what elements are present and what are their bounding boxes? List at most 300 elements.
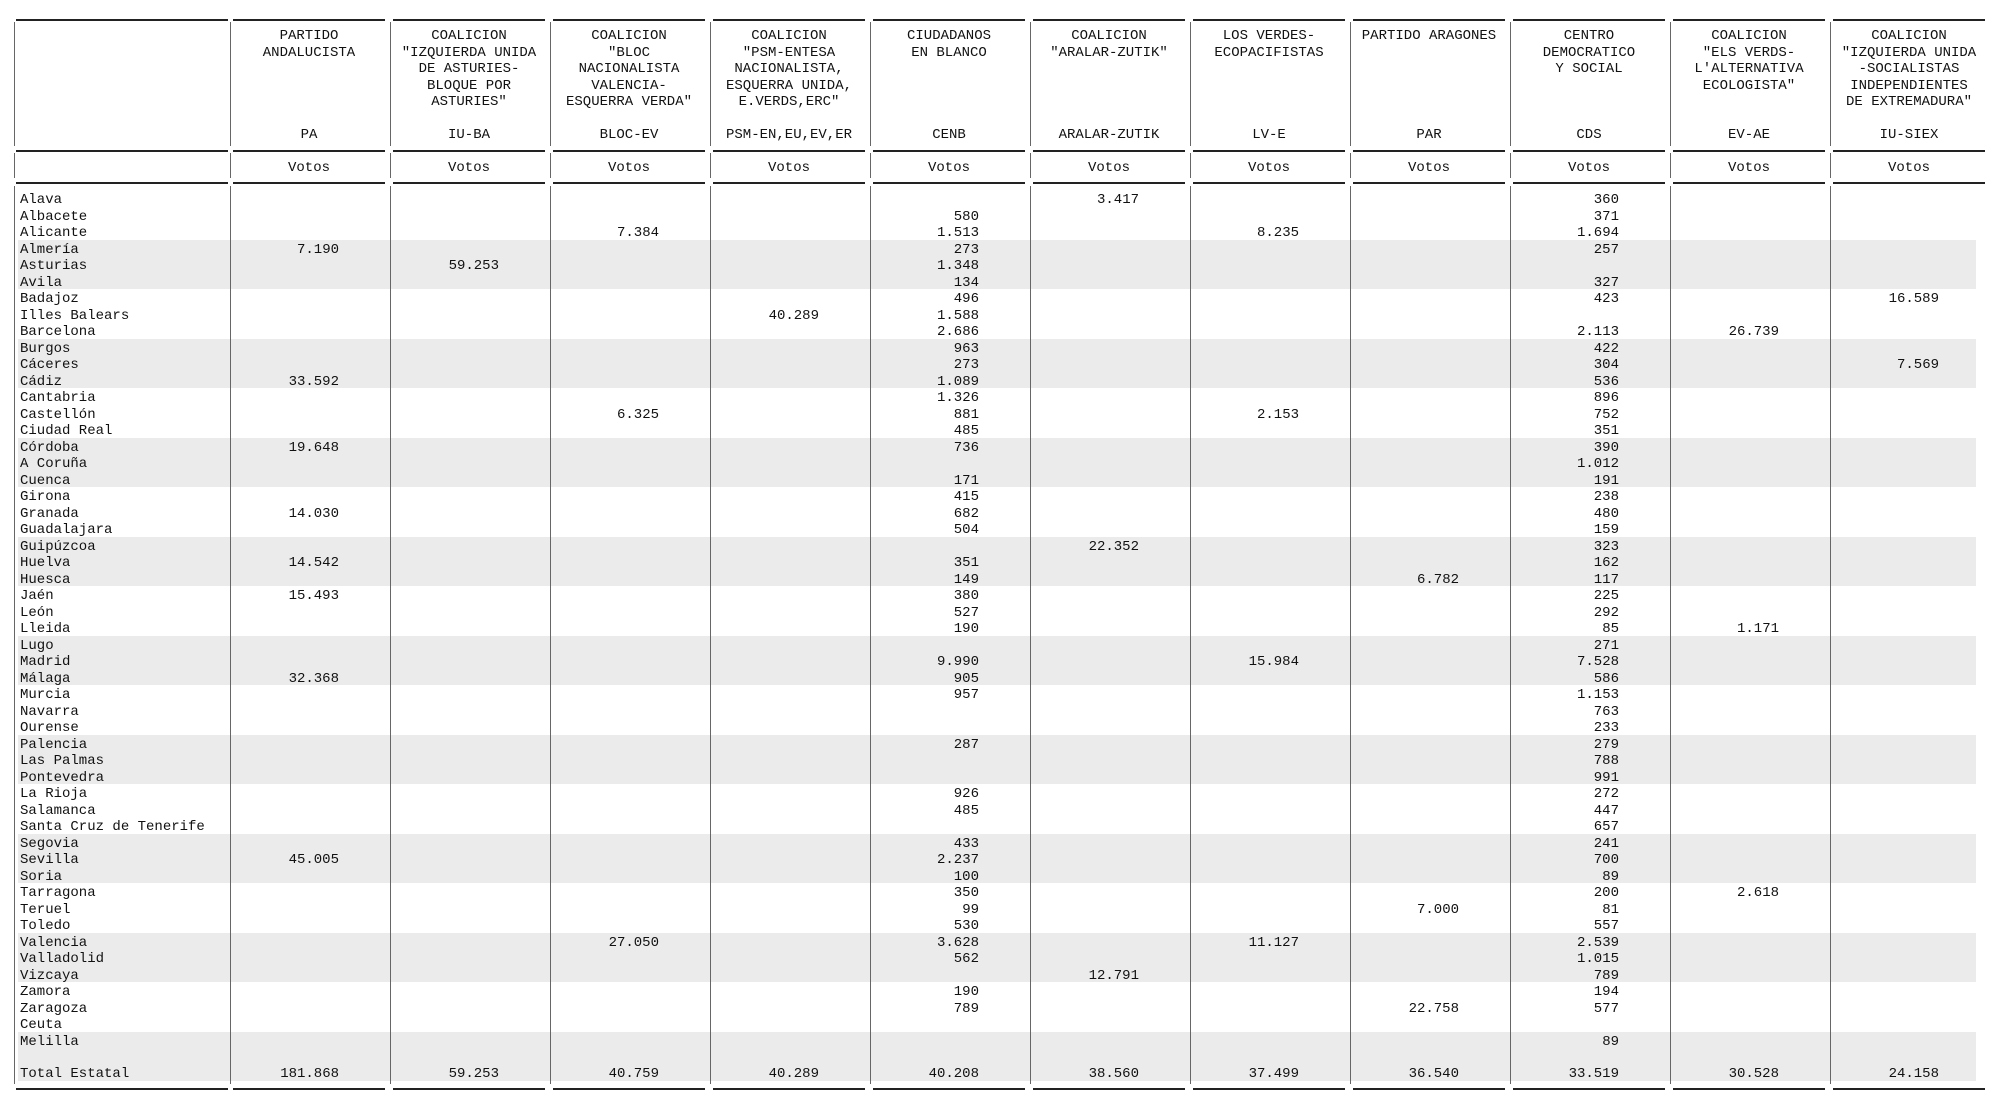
province-label: Cáceres xyxy=(20,357,79,373)
province-label: Córdoba xyxy=(20,439,79,456)
province-label: Valencia xyxy=(20,934,88,951)
total-cell: 40.289 xyxy=(768,1066,819,1082)
province-label: Asturias xyxy=(20,258,88,274)
vote-cell: 1.171 xyxy=(1736,621,1779,637)
vote-cell: 1.348 xyxy=(936,258,979,274)
column-divider xyxy=(1510,186,1511,1084)
province-label: Sevilla xyxy=(20,852,79,868)
vote-cell: 159 xyxy=(1593,522,1619,538)
column-divider xyxy=(390,153,391,178)
vote-cell: 238 xyxy=(1593,489,1619,505)
rule xyxy=(16,182,228,184)
province-label: Segovia xyxy=(20,835,79,852)
column-divider xyxy=(1190,153,1191,178)
column-divider xyxy=(710,22,711,146)
column-unit: Votos xyxy=(1887,160,1930,176)
province-label: A Coruña xyxy=(20,456,88,472)
vote-cell: 22.758 xyxy=(1408,1000,1459,1017)
column-divider xyxy=(1830,22,1831,146)
column-abbreviation: EV-AE xyxy=(1727,127,1770,143)
total-cell: 59.253 xyxy=(448,1066,499,1082)
column-divider xyxy=(1350,153,1351,178)
rule xyxy=(1353,150,1505,152)
column-unit: Votos xyxy=(767,160,810,176)
province-label: Guipúzcoa xyxy=(20,538,96,555)
column-header-name: CIUDADANOS EN BLANCO xyxy=(906,28,991,61)
province-label: Granada xyxy=(20,505,79,522)
province-label: Castellón xyxy=(20,406,96,423)
column-divider xyxy=(1030,186,1031,1084)
column-divider xyxy=(1670,153,1671,178)
vote-cell: 7.000 xyxy=(1416,901,1459,918)
vote-cell: 447 xyxy=(1593,802,1619,819)
vote-cell: 485 xyxy=(953,423,979,439)
column-divider xyxy=(230,22,231,146)
rule xyxy=(393,19,545,21)
vote-cell: 3.417 xyxy=(1096,192,1139,208)
province-label: Palencia xyxy=(20,736,88,753)
province-label: Melilla xyxy=(20,1033,79,1050)
rule xyxy=(713,150,865,152)
rule xyxy=(1193,150,1345,152)
vote-cell: 190 xyxy=(953,984,979,1000)
vote-cell: 14.542 xyxy=(288,555,339,571)
rule xyxy=(553,1088,705,1090)
column-abbreviation: CENB xyxy=(932,127,966,143)
vote-cell: 6.782 xyxy=(1416,571,1459,588)
vote-cell: 89 xyxy=(1602,1033,1619,1050)
vote-cell: 33.592 xyxy=(288,373,339,390)
province-label: Soria xyxy=(20,868,63,885)
vote-cell: 15.493 xyxy=(288,588,339,604)
vote-cell: 15.984 xyxy=(1248,654,1299,670)
vote-cell: 2.237 xyxy=(936,852,979,868)
column-unit: Votos xyxy=(607,160,650,176)
province-label: Illes Balears xyxy=(20,307,130,324)
rule xyxy=(553,19,705,21)
total-cell: 40.759 xyxy=(608,1066,659,1082)
column-divider xyxy=(1190,186,1191,1084)
province-label: Las Palmas xyxy=(20,753,105,769)
vote-cell: 40.289 xyxy=(768,307,819,324)
vote-cell: 14.030 xyxy=(288,505,339,522)
rule xyxy=(553,182,705,184)
column-divider xyxy=(390,186,391,1084)
column-divider xyxy=(390,22,391,146)
column-unit: Votos xyxy=(1407,160,1450,176)
vote-cell: 2.153 xyxy=(1256,406,1299,423)
vote-cell: 22.352 xyxy=(1088,538,1139,555)
column-header-name: COALICION "BLOC NACIONALISTA VALENCIA- ESQUERRA VERDA" xyxy=(565,28,693,110)
rule xyxy=(233,19,385,21)
province-label: La Rioja xyxy=(20,786,88,802)
column-header-name: COALICION "IZQUIERDA UNIDA DE ASTURIES- BLOQUE POR ASTURIES" xyxy=(401,28,537,110)
province-label: Almería xyxy=(20,241,79,258)
column-header-name: COALICION "IZQUIERDA UNIDA -SOCIALISTAS INDEPENDIENTES DE EXTREMADURA" xyxy=(1841,28,1977,110)
vote-cell: 279 xyxy=(1593,736,1619,753)
vote-cell: 19.648 xyxy=(288,439,339,456)
vote-cell: 360 xyxy=(1593,192,1619,208)
province-label: Jaén xyxy=(20,588,54,604)
vote-cell: 380 xyxy=(953,588,979,604)
vote-cell: 225 xyxy=(1593,588,1619,604)
total-cell: 24.158 xyxy=(1888,1066,1939,1082)
rule xyxy=(873,19,1025,21)
vote-cell: 8.235 xyxy=(1256,225,1299,241)
vote-cell: 304 xyxy=(1593,357,1619,373)
row-band xyxy=(18,735,1976,785)
rule xyxy=(1193,19,1345,21)
column-divider xyxy=(1830,186,1831,1084)
column-divider xyxy=(230,153,231,178)
column-divider xyxy=(1350,186,1351,1084)
rule xyxy=(873,182,1025,184)
rule xyxy=(1833,19,1985,21)
vote-cell: 657 xyxy=(1593,819,1619,835)
column-header-name: COALICION "PSM-ENTESA NACIONALISTA, ESQUERRA UNIDA, E.VERDS,ERC" xyxy=(725,28,853,110)
column-abbreviation: PA xyxy=(300,127,318,143)
rule xyxy=(1193,182,1345,184)
vote-cell: 233 xyxy=(1593,720,1619,736)
vote-cell: 480 xyxy=(1593,505,1619,522)
column-divider xyxy=(1830,153,1831,178)
province-label: Zamora xyxy=(20,984,71,1000)
column-header-name: CENTRO DEMOCRATICO Y SOCIAL xyxy=(1542,28,1636,77)
column-abbreviation: IU-SIEX xyxy=(1879,127,1939,143)
vote-cell: 32.368 xyxy=(288,670,339,687)
vote-cell: 351 xyxy=(1593,423,1619,439)
vote-cell: 272 xyxy=(1593,786,1619,802)
vote-cell: 422 xyxy=(1593,340,1619,357)
vote-cell: 991 xyxy=(1593,769,1619,786)
total-cell: 30.528 xyxy=(1728,1066,1779,1082)
rule xyxy=(1513,150,1665,152)
column-divider xyxy=(710,186,711,1084)
column-header-name: PARTIDO ANDALUCISTA xyxy=(262,28,356,61)
vote-cell: 485 xyxy=(953,802,979,819)
vote-cell: 85 xyxy=(1602,621,1619,637)
vote-cell: 1.326 xyxy=(936,390,979,406)
vote-cell: 350 xyxy=(953,885,979,901)
province-label: Alicante xyxy=(20,225,88,241)
province-label: Guadalajara xyxy=(20,522,113,538)
column-divider xyxy=(870,186,871,1084)
column-unit: Votos xyxy=(1087,160,1130,176)
rule xyxy=(1033,182,1185,184)
rule xyxy=(1033,19,1185,21)
province-label: Alava xyxy=(20,192,63,208)
rule xyxy=(16,150,228,152)
rule xyxy=(1513,19,1665,21)
column-header-name: LOS VERDES- ECOPACIFISTAS xyxy=(1214,28,1324,61)
vote-cell: 1.513 xyxy=(936,225,979,241)
total-label: Total Estatal xyxy=(20,1066,130,1082)
column-divider xyxy=(230,186,231,1084)
province-label: Toledo xyxy=(20,918,71,934)
province-label: Huelva xyxy=(20,555,71,571)
vote-cell: 273 xyxy=(953,241,979,258)
vote-cell: 905 xyxy=(953,670,979,687)
vote-cell: 789 xyxy=(1593,967,1619,984)
rule xyxy=(393,182,545,184)
rule xyxy=(1673,150,1825,152)
total-cell: 38.560 xyxy=(1088,1066,1139,1082)
total-cell: 37.499 xyxy=(1248,1066,1299,1082)
column-divider xyxy=(550,186,551,1084)
vote-cell: 3.628 xyxy=(936,934,979,951)
column-header-name: COALICION "ELS VERDS- L'ALTERNATIVA ECOLOGISTA" xyxy=(1694,28,1804,94)
vote-cell: 162 xyxy=(1593,555,1619,571)
rule xyxy=(1353,1088,1505,1090)
column-abbreviation: ARALAR-ZUTIK xyxy=(1058,127,1160,143)
column-divider xyxy=(14,153,15,178)
province-label: Burgos xyxy=(20,340,71,357)
vote-cell: 957 xyxy=(953,687,979,703)
vote-cell: 200 xyxy=(1593,885,1619,901)
rule xyxy=(1353,182,1505,184)
province-label: Avila xyxy=(20,274,63,291)
total-cell: 36.540 xyxy=(1408,1066,1459,1082)
vote-cell: 1.153 xyxy=(1576,687,1619,703)
province-label: Pontevedra xyxy=(20,769,105,786)
vote-cell: 789 xyxy=(953,1000,979,1017)
province-label: Murcia xyxy=(20,687,71,703)
province-label: Málaga xyxy=(20,670,71,687)
province-label: Lugo xyxy=(20,637,54,654)
column-divider xyxy=(1670,186,1671,1084)
column-abbreviation: PSM-EN,EU,EV,ER xyxy=(725,127,853,143)
vote-cell: 577 xyxy=(1593,1000,1619,1017)
province-label: Madrid xyxy=(20,654,71,670)
vote-cell: 530 xyxy=(953,918,979,934)
vote-cell: 327 xyxy=(1593,274,1619,291)
province-label: Barcelona xyxy=(20,324,96,340)
rule xyxy=(713,19,865,21)
province-label: Zaragoza xyxy=(20,1000,88,1017)
column-divider xyxy=(1670,22,1671,146)
rule xyxy=(1673,1088,1825,1090)
column-unit: Votos xyxy=(447,160,490,176)
rule xyxy=(553,150,705,152)
vote-cell: 45.005 xyxy=(288,852,339,868)
vote-cell: 100 xyxy=(953,868,979,885)
province-label: Cantabria xyxy=(20,390,96,406)
vote-cell: 504 xyxy=(953,522,979,538)
column-abbreviation: IU-BA xyxy=(447,127,490,143)
rule xyxy=(713,182,865,184)
province-label: Teruel xyxy=(20,901,71,918)
rule xyxy=(16,19,228,21)
province-label: Valladolid xyxy=(20,951,105,967)
province-label: Tarragona xyxy=(20,885,96,901)
column-abbreviation: BLOC-EV xyxy=(599,127,659,143)
vote-cell: 171 xyxy=(953,472,979,489)
vote-cell: 7.190 xyxy=(296,241,339,258)
vote-cell: 194 xyxy=(1593,984,1619,1000)
vote-cell: 896 xyxy=(1593,390,1619,406)
vote-cell: 926 xyxy=(953,786,979,802)
vote-cell: 527 xyxy=(953,604,979,621)
column-divider xyxy=(550,153,551,178)
vote-cell: 586 xyxy=(1593,670,1619,687)
vote-cell: 7.528 xyxy=(1576,654,1619,670)
vote-cell: 752 xyxy=(1593,406,1619,423)
column-divider xyxy=(1190,22,1191,146)
province-label: Ciudad Real xyxy=(20,423,113,439)
vote-cell: 257 xyxy=(1593,241,1619,258)
column-abbreviation: PAR xyxy=(1416,127,1442,143)
vote-cell: 16.589 xyxy=(1888,291,1939,307)
rule xyxy=(1513,182,1665,184)
vote-cell: 273 xyxy=(953,357,979,373)
vote-cell: 580 xyxy=(953,208,979,225)
vote-cell: 7.384 xyxy=(616,225,659,241)
vote-cell: 292 xyxy=(1593,604,1619,621)
column-divider xyxy=(710,153,711,178)
vote-cell: 1.089 xyxy=(936,373,979,390)
vote-cell: 881 xyxy=(953,406,979,423)
province-label: Navarra xyxy=(20,703,79,720)
vote-cell: 11.127 xyxy=(1248,934,1299,951)
total-cell: 40.208 xyxy=(928,1066,979,1082)
vote-cell: 536 xyxy=(1593,373,1619,390)
vote-cell: 1.588 xyxy=(936,307,979,324)
province-label: Santa Cruz de Tenerife xyxy=(20,819,205,835)
column-divider xyxy=(1030,22,1031,146)
rule xyxy=(393,1088,545,1090)
province-label: Ceuta xyxy=(20,1017,63,1033)
column-divider xyxy=(870,153,871,178)
vote-cell: 2.539 xyxy=(1576,934,1619,951)
rule xyxy=(873,1088,1025,1090)
column-divider xyxy=(14,186,15,1084)
vote-cell: 59.253 xyxy=(448,258,499,274)
vote-cell: 149 xyxy=(953,571,979,588)
rule xyxy=(1353,19,1505,21)
province-label: Vizcaya xyxy=(20,967,79,984)
rule xyxy=(1673,182,1825,184)
vote-cell: 2.113 xyxy=(1576,324,1619,340)
column-divider xyxy=(1350,22,1351,146)
column-divider xyxy=(1030,153,1031,178)
rule xyxy=(1193,1088,1345,1090)
vote-cell: 415 xyxy=(953,489,979,505)
vote-cell: 763 xyxy=(1593,703,1619,720)
rule xyxy=(393,150,545,152)
vote-cell: 1.694 xyxy=(1576,225,1619,241)
vote-cell: 27.050 xyxy=(608,934,659,951)
province-label: Huesca xyxy=(20,571,71,588)
rule xyxy=(233,150,385,152)
column-divider xyxy=(1510,153,1511,178)
row-band xyxy=(18,933,1976,983)
vote-cell: 2.618 xyxy=(1736,885,1779,901)
province-label: Salamanca xyxy=(20,802,96,819)
column-header-name: COALICION "ARALAR-ZUTIK" xyxy=(1050,28,1168,61)
province-label: Lleida xyxy=(20,621,71,637)
column-unit: Votos xyxy=(927,160,970,176)
rule xyxy=(1513,1088,1665,1090)
column-unit: Votos xyxy=(1247,160,1290,176)
vote-cell: 788 xyxy=(1593,753,1619,769)
vote-cell: 241 xyxy=(1593,835,1619,852)
rule xyxy=(713,1088,865,1090)
vote-cell: 12.791 xyxy=(1088,967,1139,984)
vote-cell: 117 xyxy=(1593,571,1619,588)
vote-cell: 89 xyxy=(1602,868,1619,885)
column-abbreviation: LV-E xyxy=(1252,127,1286,143)
province-label: León xyxy=(20,604,54,621)
vote-cell: 2.686 xyxy=(936,324,979,340)
vote-cell: 390 xyxy=(1593,439,1619,456)
province-label: Cádiz xyxy=(20,373,63,390)
column-abbreviation: CDS xyxy=(1576,127,1602,143)
column-divider xyxy=(1510,22,1511,146)
column-unit: Votos xyxy=(287,160,330,176)
province-label: Ourense xyxy=(20,720,79,736)
vote-cell: 99 xyxy=(962,901,979,918)
column-unit: Votos xyxy=(1567,160,1610,176)
vote-cell: 7.569 xyxy=(1896,357,1939,373)
vote-cell: 963 xyxy=(953,340,979,357)
rule xyxy=(1033,150,1185,152)
province-label: Cuenca xyxy=(20,472,71,489)
column-header-name: PARTIDO ARAGONES xyxy=(1361,28,1497,44)
vote-cell: 700 xyxy=(1593,852,1619,868)
vote-cell: 433 xyxy=(953,835,979,852)
vote-cell: 736 xyxy=(953,439,979,456)
vote-cell: 191 xyxy=(1593,472,1619,489)
province-label: Badajoz xyxy=(20,291,79,307)
vote-cell: 351 xyxy=(953,555,979,571)
vote-cell: 371 xyxy=(1593,208,1619,225)
vote-cell: 190 xyxy=(953,621,979,637)
rule xyxy=(233,182,385,184)
vote-cell: 496 xyxy=(953,291,979,307)
vote-cell: 1.012 xyxy=(1576,456,1619,472)
vote-cell: 557 xyxy=(1593,918,1619,934)
rule xyxy=(1673,19,1825,21)
vote-cell: 9.990 xyxy=(936,654,979,670)
column-unit: Votos xyxy=(1727,160,1770,176)
vote-cell: 134 xyxy=(953,274,979,291)
vote-cell: 26.739 xyxy=(1728,324,1779,340)
column-divider xyxy=(14,22,15,146)
vote-cell: 81 xyxy=(1602,901,1619,918)
rule xyxy=(873,150,1025,152)
column-divider xyxy=(870,22,871,146)
vote-cell: 562 xyxy=(953,951,979,967)
rule xyxy=(233,1088,385,1090)
rule xyxy=(1833,1088,1985,1090)
rule xyxy=(1833,150,1985,152)
rule xyxy=(1833,182,1985,184)
province-label: Albacete xyxy=(20,208,88,225)
rule xyxy=(16,1088,228,1090)
column-divider xyxy=(550,22,551,146)
vote-cell: 1.015 xyxy=(1576,951,1619,967)
vote-cell: 682 xyxy=(953,505,979,522)
rule xyxy=(1033,1088,1185,1090)
province-label: Girona xyxy=(20,489,71,505)
vote-cell: 423 xyxy=(1593,291,1619,307)
vote-cell: 323 xyxy=(1593,538,1619,555)
total-cell: 33.519 xyxy=(1568,1066,1619,1082)
total-cell: 181.868 xyxy=(280,1066,339,1082)
vote-cell: 271 xyxy=(1593,637,1619,654)
vote-cell: 6.325 xyxy=(616,406,659,423)
vote-cell: 287 xyxy=(953,736,979,753)
